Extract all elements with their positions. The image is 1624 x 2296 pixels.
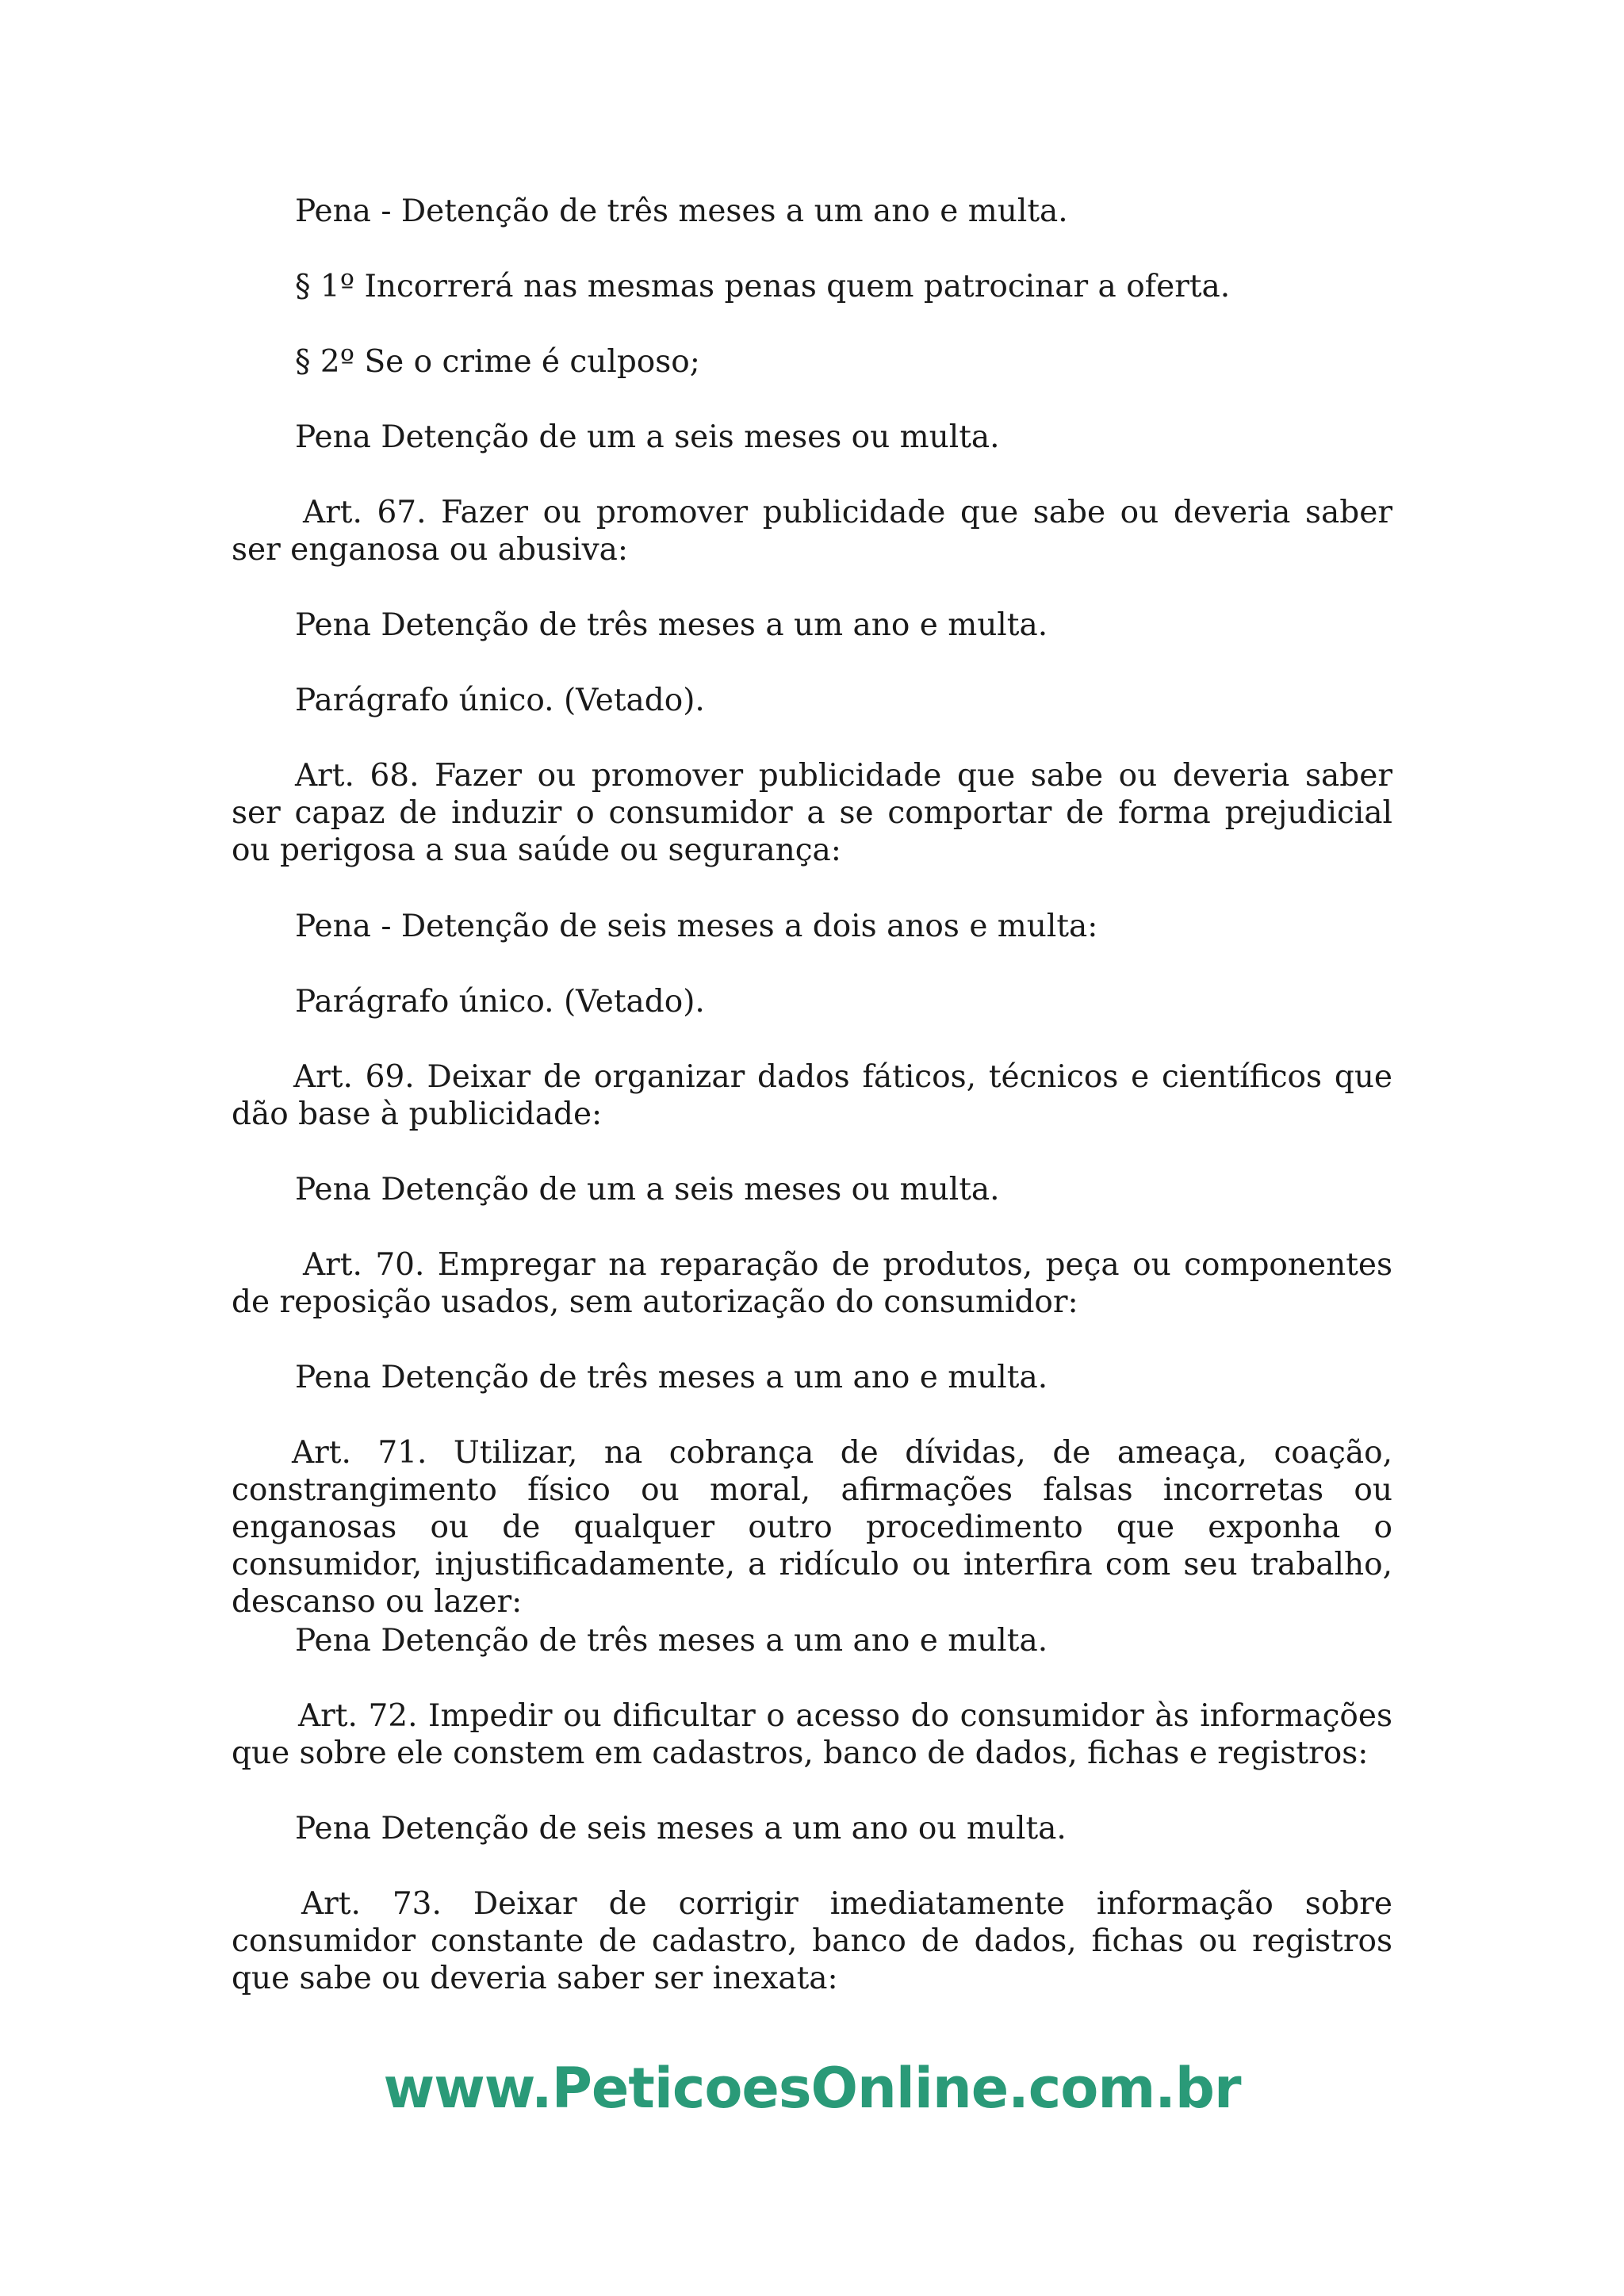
paragraph-art-72: Art. 72. Impedir ou dificultar o acesso do consumidor às informações que sobre ele constem em cadastros, banco de dados, fichas e registros: (232, 1698, 1392, 1771)
paragraph-pena-5: Pena Detenção de um a seis meses ou multa. (295, 1172, 1000, 1207)
paragraph-pena-8: Pena Detenção de seis meses a um ano ou multa. (295, 1811, 1067, 1846)
paragraph-vetado-2: Parágrafo único. (Vetado). (295, 984, 705, 1020)
paragraph-art-68: Art. 68. Fazer ou promover publicidade que sabe ou deveria saber ser capaz de induzir o consumidor a se comportar de forma prejudicial ou perigosa a sua saúde ou segurança: (232, 758, 1392, 868)
paragraph-art-73: Art. 73. Deixar de corrigir imediatamente informação sobre consumidor constante de cadastro, banco de dados, fichas ou registros que sabe ou deveria saber ser inexata: (232, 1886, 1392, 1996)
paragraph-pena-4: Pena - Detenção de seis meses a dois anos e multa: (295, 909, 1098, 944)
paragraph-sec-2: § 2º Se o crime é culposo; (295, 344, 700, 380)
paragraph-pena-2: Pena Detenção de um a seis meses ou multa. (295, 419, 1000, 455)
paragraph-art-70: Art. 70. Empregar na reparação de produtos, peça ou componentes de reposição usados, sem autorização do consumidor: (232, 1247, 1392, 1320)
paragraph-art-67: Art. 67. Fazer ou promover publicidade que sabe ou deveria saber ser enganosa ou abusiva: (232, 495, 1392, 568)
paragraph-pena-6: Pena Detenção de três meses a um ano e multa. (295, 1360, 1048, 1395)
paragraph-pena-7: Pena Detenção de três meses a um ano e multa. (295, 1623, 1048, 1659)
paragraph-pena-3: Pena Detenção de três meses a um ano e multa. (295, 607, 1048, 643)
footer-site-link[interactable]: www.PeticoesOnline.com.br (383, 2056, 1241, 2121)
paragraph-art-71: Art. 71. Utilizar, na cobrança de dívidas, de ameaça, coação, constrangimento físico ou moral, afirmações falsas incorretas ou enganosas ou de qualquer outro procedimento que exponha o consumidor, injustificadamente, a ridículo ou interfira com seu trabalho, descanso ou lazer: (232, 1435, 1392, 1620)
paragraph-sec-1: § 1º Incorrerá nas mesmas penas quem patrocinar a oferta. (295, 269, 1231, 304)
paragraph-art-69: Art. 69. Deixar de organizar dados fáticos, técnicos e científicos que dão base à publicidade: (232, 1059, 1392, 1132)
paragraph-pena-1: Pena - Detenção de três meses a um ano e multa. (295, 193, 1068, 229)
paragraph-vetado-1: Parágrafo único. (Vetado). (295, 683, 705, 718)
